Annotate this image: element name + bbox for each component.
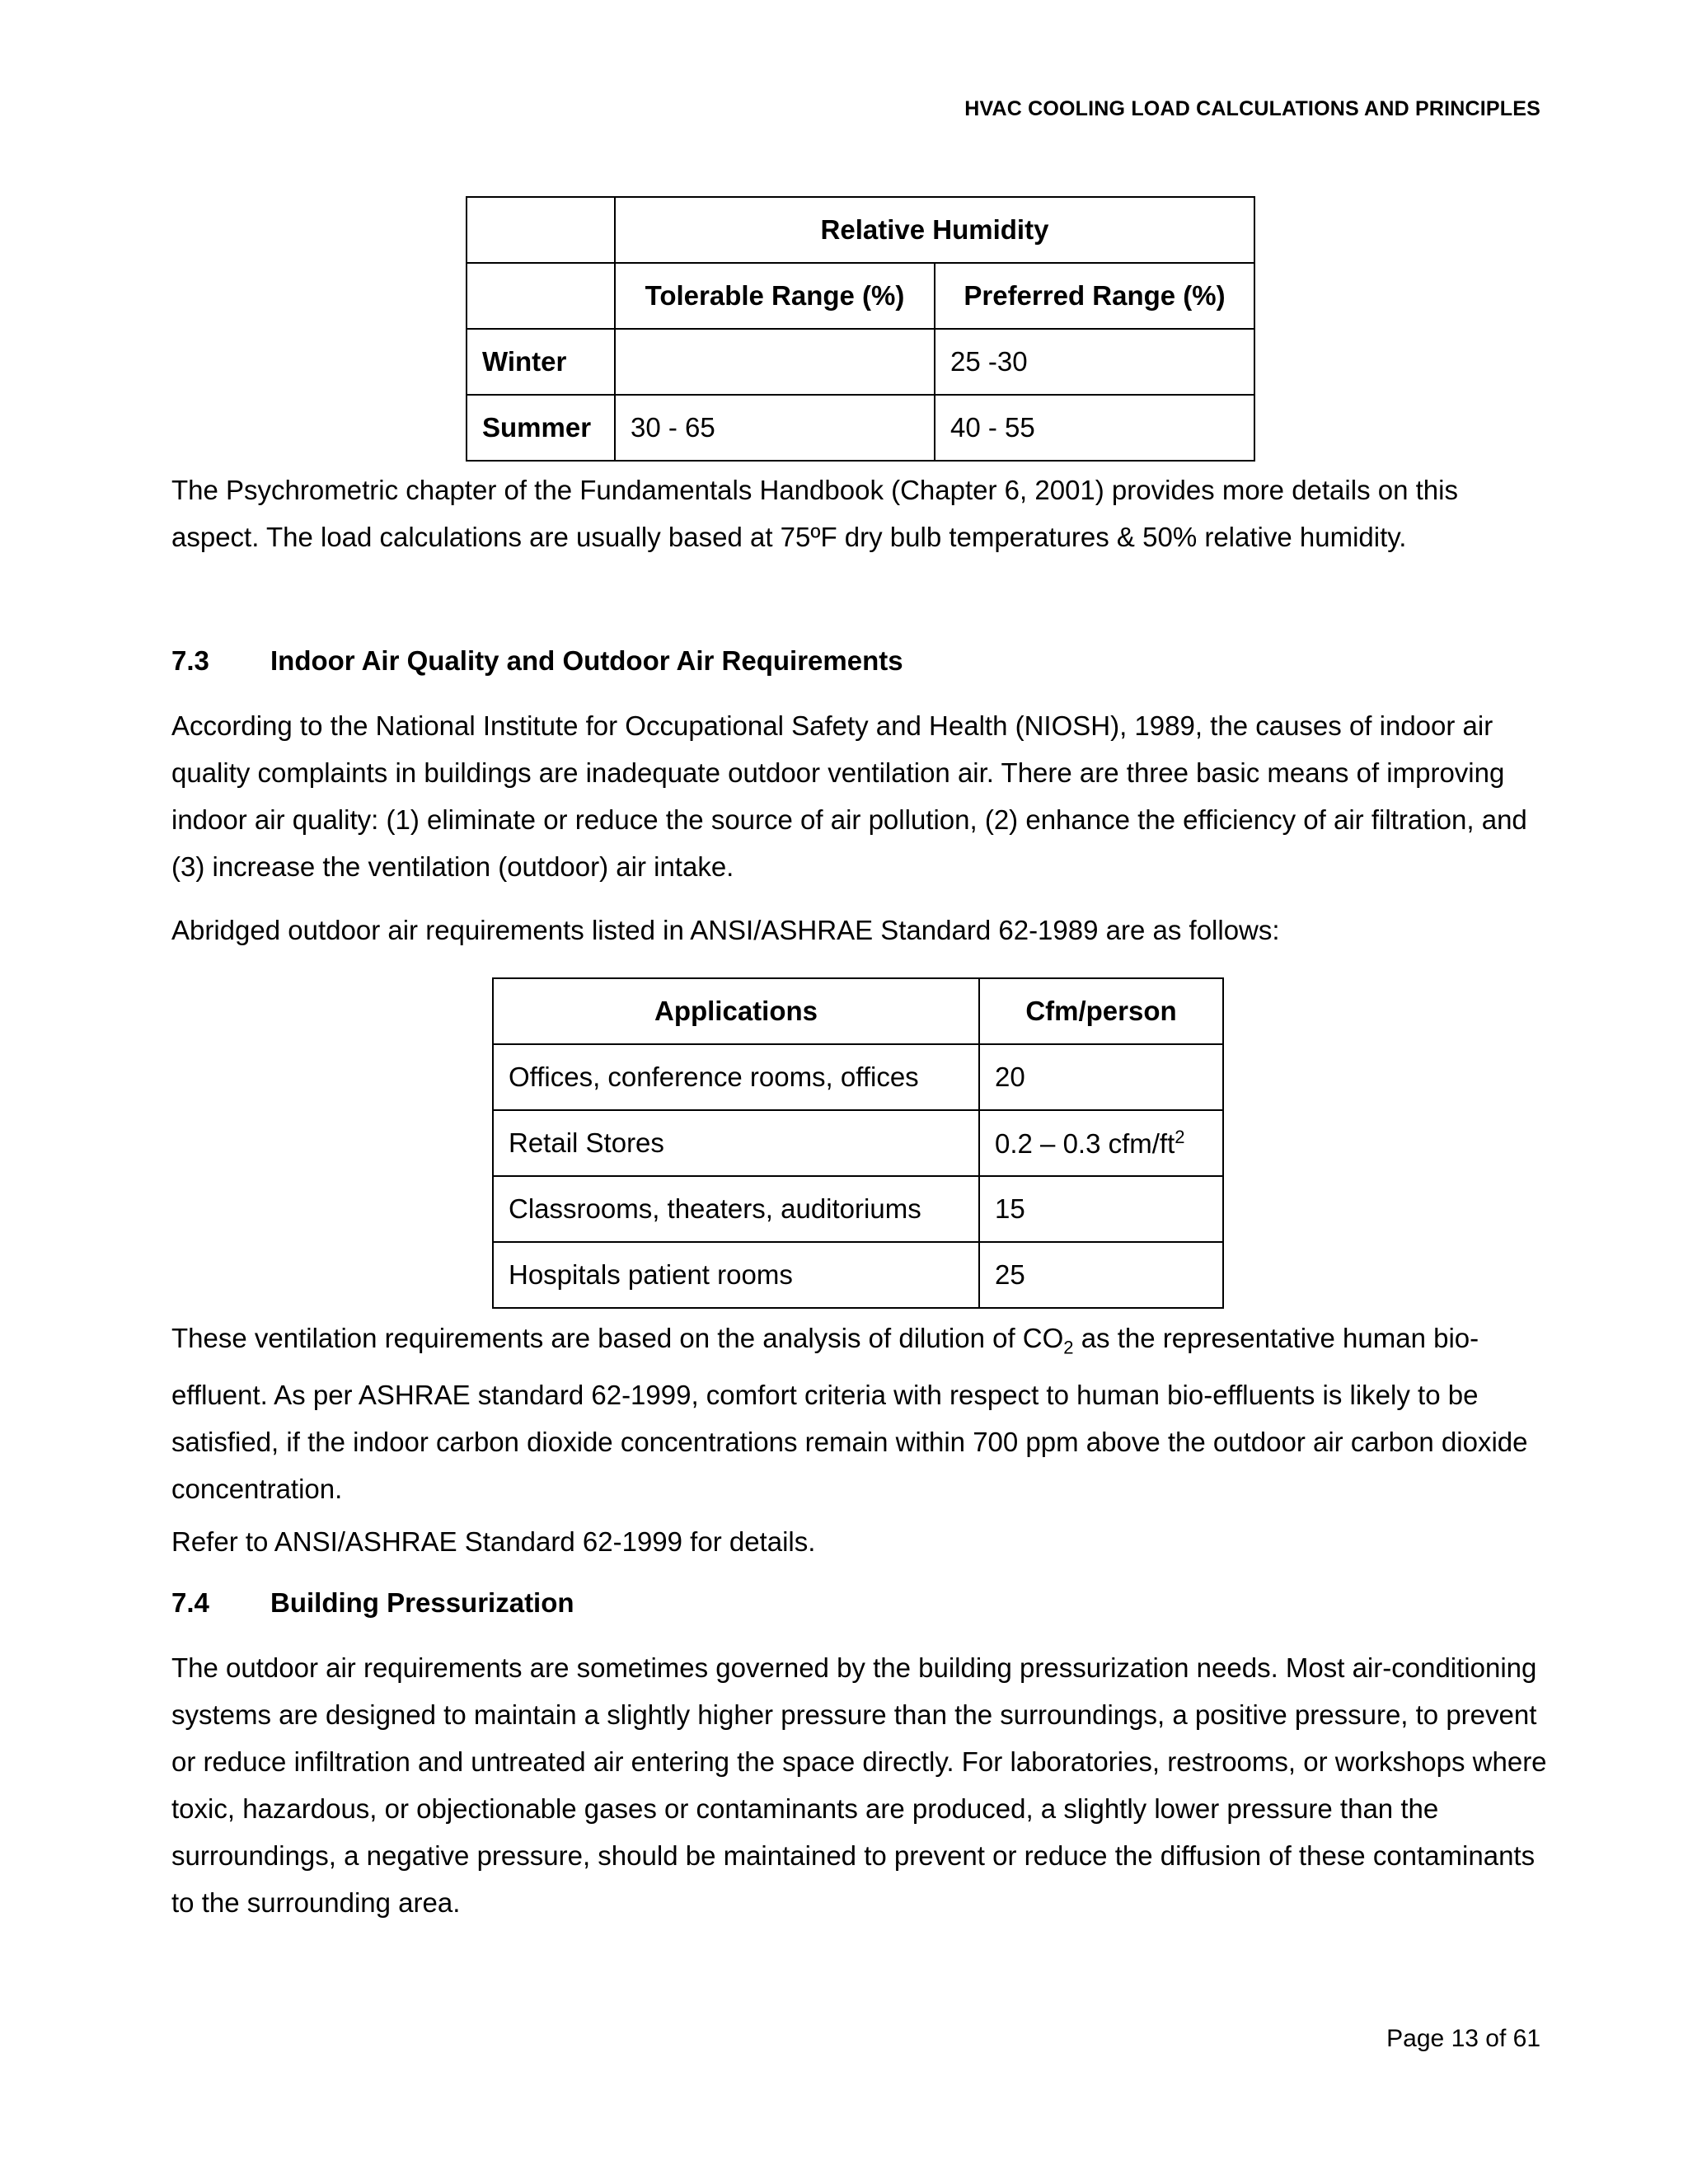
psychrometric-paragraph: The Psychrometric chapter of the Fundamentals Handbook (Chapter 6, 2001) provides more details on this aspect. The load calculations are usually based at 75ºF dry bulb temperatures & 50% relative humidity. [171,475,1458,552]
cfm-cell [979,1110,1223,1176]
empty-cell [467,197,615,263]
subscript: 2 [1063,1337,1074,1358]
application-cell: Retail Stores [493,1110,979,1176]
table-row [467,263,1254,329]
table-row [493,978,1223,1044]
preferred-cell: 25 -30 [935,329,1254,395]
ventilation-text: These ventilation requirements are based on the analysis of dilution of CO [171,1323,1064,1353]
relative-humidity-header: Relative Humidity [615,197,1254,263]
application-cell: Hospitals patient rooms [493,1242,979,1308]
season-cell: Winter [467,329,615,395]
table-row [493,1176,1223,1242]
cfm-cell: 25 [979,1242,1223,1308]
tolerable-range-header: Tolerable Range (%) [615,263,935,329]
pressurization-paragraph: The outdoor air requirements are sometimes governed by the building pressurization needs. Most air-conditioning systems are designed to maintain a slightly higher pressure than the surroundings, a positive pressure, to prevent or reduce infiltration and untreated air entering the space directly. For laboratories, restrooms, or workshops where toxic, hazardous, or objectionable gases or contaminants are produced, a slightly lower pressure than the surroundings, a negative pressure, should be maintained to prevent or reduce the diffusion of these contaminants to the surrounding area. [171,1652,1547,1918]
refer-paragraph: Refer to ANSI/ASHRAE Standard 62-1999 for details. [171,1526,816,1557]
superscript: 2 [1175,1127,1185,1147]
table-row [467,395,1254,461]
application-cell: Classrooms, theaters, auditoriums [493,1176,979,1242]
table-row [467,197,1254,263]
running-header: HVAC COOLING LOAD CALCULATIONS AND PRINCIPLES [964,97,1540,120]
empty-cell [467,263,615,329]
table-row [493,1044,1223,1110]
section-7-3-heading [171,645,903,677]
season-cell: Summer [467,395,615,461]
cfm-value: 0.2 – 0.3 cfm/ft [995,1128,1175,1159]
application-cell: Offices, conference rooms, offices [493,1044,979,1110]
preferred-range-header: Preferred Range (%) [935,263,1254,329]
section-number: 7.3 [171,645,209,676]
section-title: Building Pressurization [270,1587,574,1618]
cfm-header: Cfm/person [979,978,1223,1044]
tolerable-cell [615,329,935,395]
table-row [493,1110,1223,1176]
applications-header: Applications [493,978,979,1044]
ventilation-text-cont: as the representative human bio-effluent. As per ASHRAE standard 62-1999, comfort criteria with respect to human bio-effluents is likely to be satisfied, if the indoor carbon dioxide concentrations remain within 700 ppm above the outdoor air carbon dioxide concentration. [171,1323,1528,1504]
cfm-cell: 15 [979,1176,1223,1242]
table-row [493,1242,1223,1308]
section-7-4-heading [171,1587,574,1619]
page-number: Page 13 of 61 [1386,2025,1540,2052]
section-number: 7.4 [171,1587,209,1618]
relative-humidity-table [466,196,1255,462]
iaq-paragraph: According to the National Institute for Occupational Safety and Health (NIOSH), 1989, the causes of indoor air quality complaints in buildings are inadequate outdoor ventilation air. There are three basic means of improving indoor air quality: (1) eliminate or reduce the source of air pollution, (2) enhance the efficiency of air filtration, and (3) increase the ventilation (outdoor) air intake. [171,710,1527,882]
table-row [467,329,1254,395]
preferred-cell: 40 - 55 [935,395,1254,461]
outdoor-air-table [492,977,1224,1309]
cfm-cell: 20 [979,1044,1223,1110]
abridged-paragraph: Abridged outdoor air requirements listed in ANSI/ASHRAE Standard 62-1989 are as follows: [171,915,1280,945]
ventilation-paragraph [171,1315,1548,1512]
section-title: Indoor Air Quality and Outdoor Air Requirements [270,645,903,676]
tolerable-cell: 30 - 65 [615,395,935,461]
